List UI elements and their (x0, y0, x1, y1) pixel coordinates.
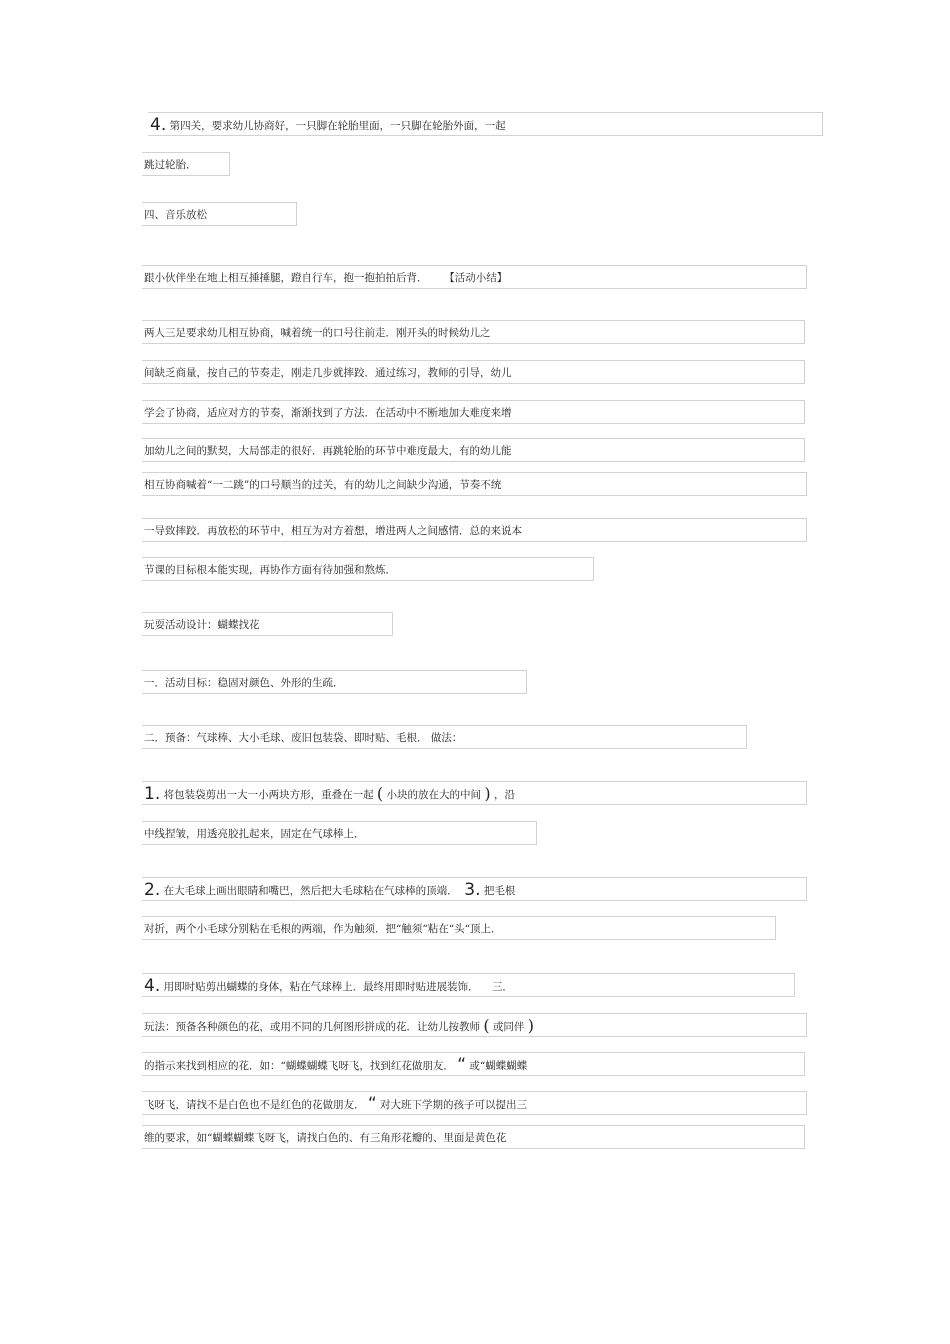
text-line: 间缺乏商量，按自己的节奏走，刚走几步就摔跤．通过练习，教师的引导，幼儿 (142, 360, 805, 384)
step-number: 4. (144, 976, 161, 996)
text-line: 相互协商喊着“一二跳”的口号顺当的过关，有的幼儿之间缺少沟通，节奏不统 (142, 472, 807, 496)
text-line: 一导致摔跤．再放松的环节中，相互为对方着想，增进两人之间感情．总的来说本 (142, 518, 807, 542)
section-marker: 三． (491, 981, 513, 993)
text-line: 对折，两个小毛球分别粘在毛根的两端，作为触须．把“触须“粘在“头“顶上． (142, 916, 776, 940)
section-heading: 四、音乐放松 (142, 202, 297, 226)
summary-heading: 【活动小结】 (444, 272, 508, 284)
text-line: 4. 用即时贴剪出蝴蝶的身体，粘在气球棒上．最终用即时贴进展装饰． 三． (142, 973, 795, 997)
text-line: 维的要求，如“蝴蝶蝴蝶飞呀飞，请找白色的、有三角形花瓣的、里面是黄色花 (142, 1125, 805, 1149)
section-heading: 玩耍活动设计：蝴蝶找花 (142, 612, 393, 636)
text-line: 4. 第四关，要求幼儿协商好，一只脚在轮胎里面，一只脚在轮胎外面，一起 (148, 112, 823, 136)
text-line: 飞呀飞，请找不是白色也不是红色的花做朋友． “ 对大班下学期的孩子可以提出三 (142, 1091, 807, 1115)
text-line: 玩法：预备各种颜色的花，或用不同的几何图形拼成的花．让幼儿按教师 ( 或同伴 ) (142, 1013, 807, 1037)
step-number: 2. (144, 880, 161, 900)
text-line: 两人三足要求幼儿相互协商，喊着统一的口号往前走．刚开头的时候幼儿之 (142, 320, 805, 344)
text-line: 一．活动目标：稳固对颜色、外形的生疏． (142, 670, 527, 694)
text-line: 跟小伙伴坐在地上相互捶捶腿，蹬自行车，抱一抱拍拍后背． 【活动小结】 (142, 265, 807, 289)
text-line: 中线捏皱，用透亮胶扎起来，固定在气球棒上． (142, 821, 537, 845)
step-number: 1. (144, 784, 161, 804)
text-line: 节课的目标根本能实现，再协作方面有待加强和熬炼． (142, 557, 594, 581)
text-line: 2. 在大毛球上画出眼睛和嘴巴，然后把大毛球粘在气球棒的顶端． 3. 把毛根 (142, 877, 807, 901)
text-line: 学会了协商，适应对方的节奏，渐渐找到了方法．在活动中不断地加大难度来增 (142, 400, 805, 424)
text-line: 加幼儿之间的默契，大局部走的很好．再跳轮胎的环节中难度最大，有的幼儿能 (142, 438, 805, 462)
text-line: 1. 将包装袋剪出一大一小两块方形，重叠在一起 ( 小块的放在大的中间 ) ，沿 (142, 781, 807, 805)
step-number: 3. (464, 880, 481, 900)
text-line: 的指示来找到相应的花．如：“蝴蝶蝴蝶飞呀飞，找到红花做朋友． “ 或“蝴蝶蝴蝶 (142, 1052, 805, 1076)
text-line: 二．预备：气球棒、大小毛球、废旧包装袋、即时贴、毛根． 做法： (142, 725, 747, 749)
step-number: 4. (150, 115, 167, 135)
text-line: 跳过轮胎． (142, 152, 230, 176)
